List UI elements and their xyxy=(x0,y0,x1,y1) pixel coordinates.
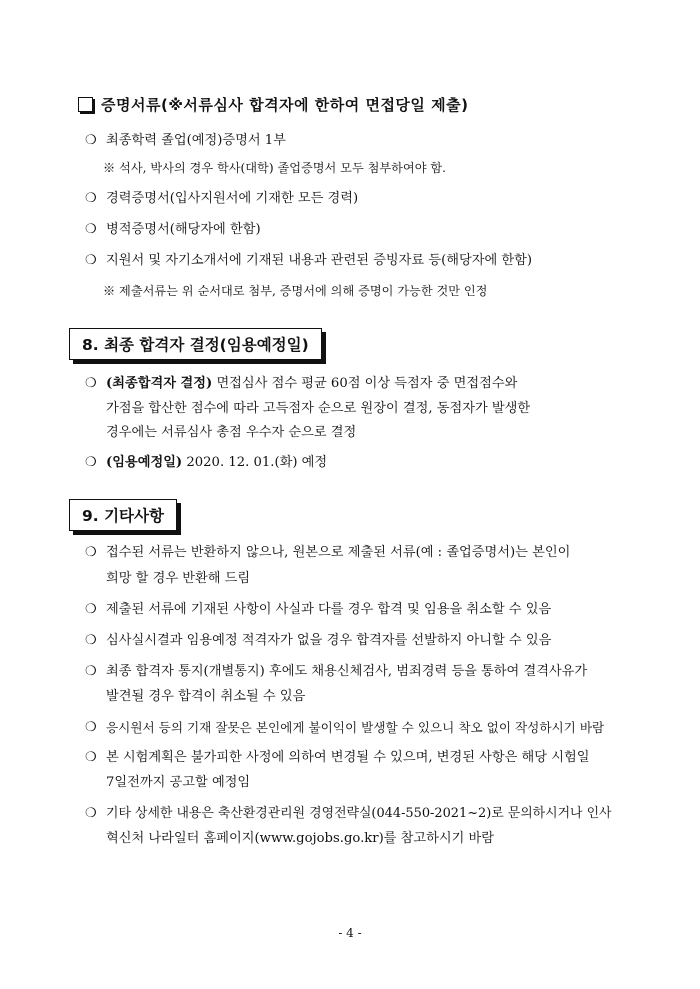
section-title-8: 8. 최종 합격자 결정(임용예정일) xyxy=(69,328,322,360)
bullet-icon: ❍ xyxy=(85,133,97,148)
list-item: 최종학력 졸업(예정)증명서 1부 xyxy=(106,133,286,148)
item-text: 면접심사 점수 평균 60점 이상 득점자 중 면접점수와 xyxy=(212,376,518,391)
section-title-9: 9. 기타사항 xyxy=(69,499,177,531)
checkbox-icon xyxy=(78,97,93,112)
list-item xyxy=(106,453,327,473)
bullet-icon: ❍ xyxy=(85,720,97,735)
bullet-icon: ❍ xyxy=(85,806,97,821)
section-header-documents xyxy=(78,94,468,115)
item-label: (최종합격자 결정) xyxy=(106,376,213,391)
bullet-icon: ❍ xyxy=(85,455,97,470)
list-item-continued: 가점을 합산한 점수에 따라 고득점자 순으로 원장이 결정, 동점자가 발생한 xyxy=(106,401,531,416)
list-item-continued: 경우에는 서류심사 총점 우수자 순으로 결정 xyxy=(106,425,357,440)
list-item: 경력증명서(입사지원서에 기재한 모든 경력) xyxy=(106,191,359,206)
bullet-icon: ❍ xyxy=(85,602,97,617)
list-item: 본 시험계획은 불가피한 사정에 의하여 변경될 수 있으며, 변경된 사항은 해당 시험일 xyxy=(106,750,590,765)
list-item-continued: 7일전까지 공고할 예정임 xyxy=(106,775,251,790)
section-title: 증명서류(※서류심사 합격자에 한하여 면접당일 제출) xyxy=(101,96,469,114)
list-item-continued: 희망 할 경우 반환해 드림 xyxy=(106,571,251,586)
list-item-continued: 혁신처 나라일터 홈페이지(www.gojobs.go.kr)를 참고하시기 바람 xyxy=(106,831,495,846)
bullet-icon: ❍ xyxy=(85,253,97,268)
list-item: 기타 상세한 내용은 축산환경관리원 경영전략실(044-550-2021~2)로 문의하시거나 인사 xyxy=(106,806,612,821)
list-item: 심사실시결과 임용예정 적격자가 없을 경우 합격자를 선발하지 아니할 수 있음 xyxy=(106,633,552,648)
bullet-icon: ❍ xyxy=(85,222,97,237)
list-item: 접수된 서류는 반환하지 않으나, 원본으로 제출된 서류(예 : 졸업증명서)는 본인이 xyxy=(106,545,571,560)
bullet-icon: ❍ xyxy=(85,545,97,560)
list-item: 응시원서 등의 기재 잘못은 본인에게 불이익이 발생할 수 있으니 착오 없이 작성하시기 바람 xyxy=(106,720,605,735)
list-item: 병적증명서(해당자에 한함) xyxy=(106,222,261,237)
item-text: 2020. 12. 01.(화) 예정 xyxy=(182,455,328,470)
list-item: 최종 합격자 통지(개별통지) 후에도 채용신체검사, 범죄경력 등을 통하여 결격사유가 xyxy=(106,664,588,679)
list-item: 지원서 및 자기소개서에 기재된 내용과 관련된 증빙자료 등(해당자에 한함) xyxy=(106,253,532,268)
page-number: - 4 - xyxy=(338,926,362,940)
bullet-icon: ❍ xyxy=(85,633,97,648)
bullet-icon: ❍ xyxy=(85,750,97,765)
note: ※ 석사, 박사의 경우 학사(대학) 졸업증명서 모두 첨부하여야 함. xyxy=(103,161,446,175)
list-item: 제출된 서류에 기재된 사항이 사실과 다를 경우 합격 및 임용을 취소할 수 있음 xyxy=(106,602,552,617)
bullet-icon: ❍ xyxy=(85,376,97,391)
bullet-icon: ❍ xyxy=(85,664,97,679)
item-label: (임용예정일) xyxy=(106,455,183,470)
list-item xyxy=(106,374,517,394)
note: ※ 제출서류는 위 순서대로 첨부, 증명서에 의해 증명이 가능한 것만 인정 xyxy=(103,284,488,298)
list-item-continued: 발견될 경우 합격이 취소될 수 있음 xyxy=(106,689,306,704)
bullet-icon: ❍ xyxy=(85,191,97,206)
